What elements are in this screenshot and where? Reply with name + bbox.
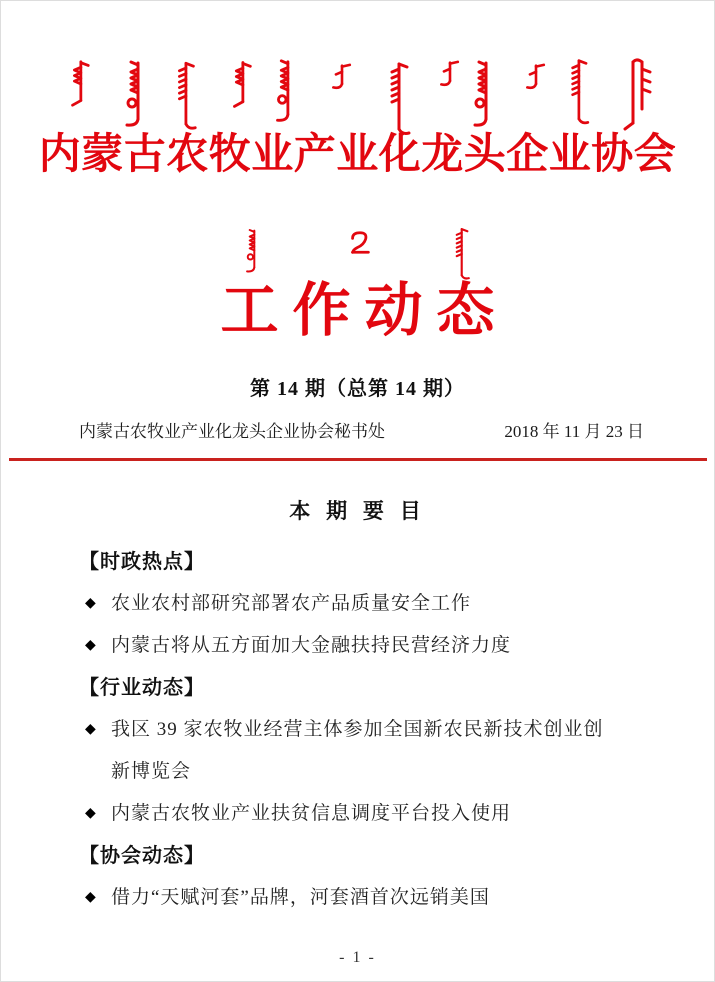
mongolian-script-glyph xyxy=(227,59,255,109)
toc-item xyxy=(79,793,656,835)
toc-item-text: 借力“天赋河套”品牌，河套酒首次远销美国 xyxy=(111,887,490,908)
mongolian-script-glyph xyxy=(437,59,463,89)
toc-title: 本 期 要 目 xyxy=(289,500,426,523)
toc-item-text: 我区 39 家农牧业经营主体参加全国新农民新技术创业创新博览会 xyxy=(111,719,604,782)
toc-item xyxy=(79,583,656,625)
toc-item-text: 内蒙古将从五方面加大金融扶持民营经济力度 xyxy=(111,635,512,656)
diamond-bullet-icon: ◆ xyxy=(85,596,96,611)
red-divider-rule xyxy=(9,458,707,461)
diamond-bullet-icon: ◆ xyxy=(85,638,96,653)
mongolian-script-glyph xyxy=(345,230,375,256)
mongolian-script-glyph xyxy=(171,58,199,134)
toc-item-text: 农业农村部研究部署农产品质量安全工作 xyxy=(111,593,472,614)
issue-line: 第 14 期（总第 14 期） xyxy=(250,378,465,400)
page-number: - 1 - xyxy=(339,949,376,966)
publisher-name: 内蒙古农牧业产业化龙头企业协会秘书处 xyxy=(79,422,385,441)
publisher-row xyxy=(79,417,644,442)
mongolian-script-glyph xyxy=(383,57,413,141)
diamond-bullet-icon: ◆ xyxy=(85,722,96,737)
section-header-association-news: 【协会动态】 xyxy=(79,845,205,867)
mongolian-script-glyph xyxy=(523,59,549,95)
section-header-current-politics: 【时政热点】 xyxy=(79,551,205,573)
mongolian-script-glyph xyxy=(469,58,499,130)
mongolian-script-glyph xyxy=(447,227,475,281)
toc-item xyxy=(79,625,656,667)
toc-item xyxy=(79,709,656,793)
mongolian-script-glyph xyxy=(621,57,655,133)
mongolian-script-glyph xyxy=(239,228,267,274)
diamond-bullet-icon: ◆ xyxy=(85,806,96,821)
mongolian-script-glyph xyxy=(121,58,151,130)
toc-item-text: 内蒙古农牧业产业扶贫信息调度平台投入使用 xyxy=(111,803,512,824)
toc-list xyxy=(79,541,656,919)
toc-item xyxy=(79,877,656,919)
mongolian-script-glyph xyxy=(563,58,593,126)
bulletin-title: 工作动态 xyxy=(220,278,509,343)
mongolian-script-glyph xyxy=(65,59,93,107)
mongolian-script-glyph xyxy=(329,59,355,95)
publish-date: 2018 年 11 月 23 日 xyxy=(504,422,644,441)
association-name: 内蒙古农牧业产业化龙头企业协会 xyxy=(38,132,677,178)
mongolian-script-glyph xyxy=(271,58,301,124)
section-header-industry-news: 【行业动态】 xyxy=(79,677,205,699)
diamond-bullet-icon: ◆ xyxy=(85,890,96,905)
